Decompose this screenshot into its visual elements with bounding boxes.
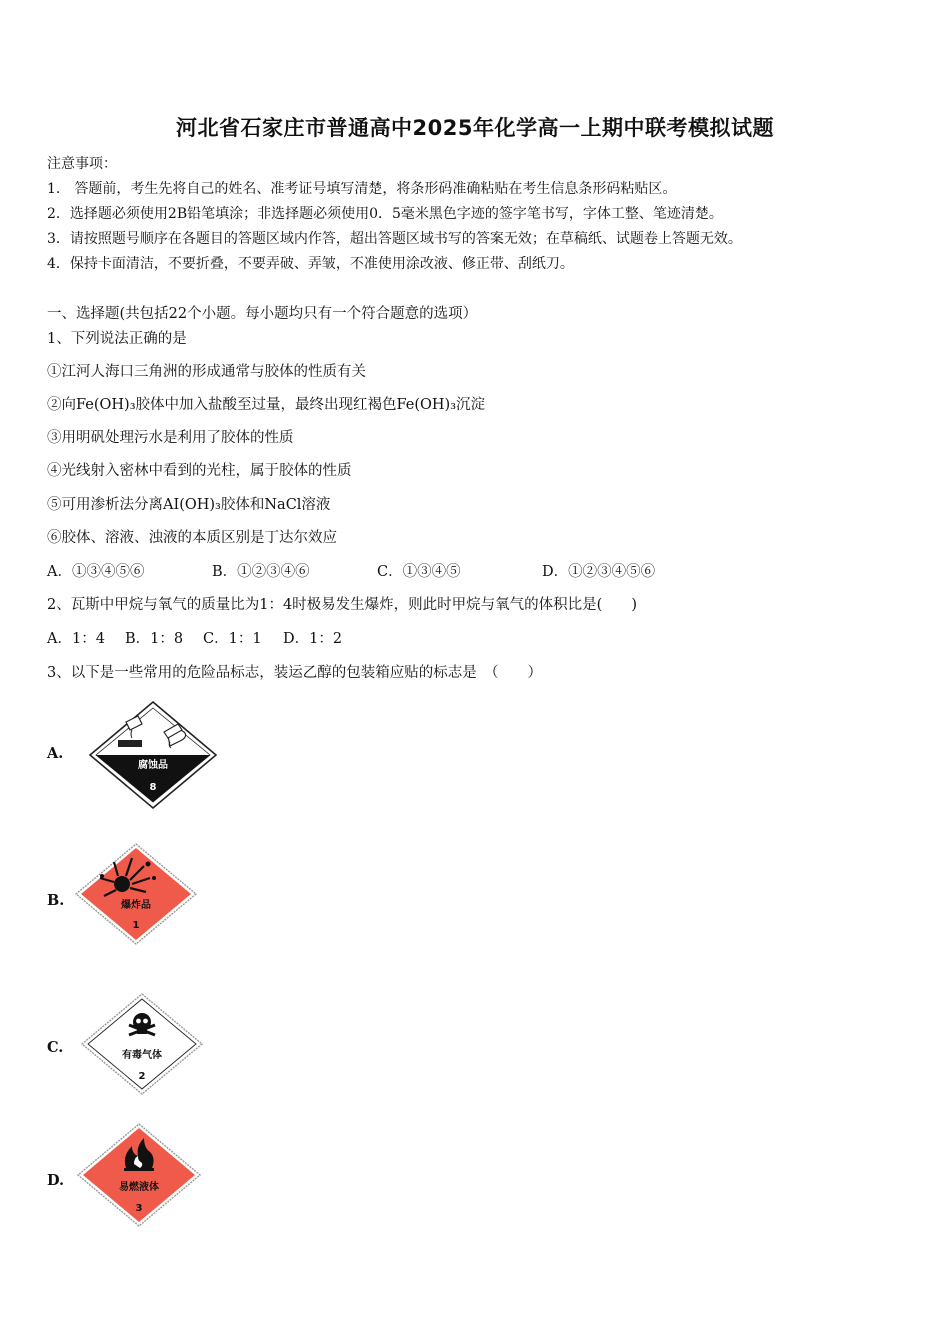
explosive-sign[interactable] xyxy=(74,842,198,946)
q1-statement: ②向Fe(OH)₃胶体中加入盐酸至过量，最终出现红褐色Fe(OH)₃沉淀 xyxy=(47,397,486,413)
q2-option-d[interactable]: D．1：2 xyxy=(283,631,343,647)
sign-number: 2 xyxy=(138,1071,146,1082)
notice-heading: 注意事项： xyxy=(47,156,117,172)
notice-item: 2．选择题必须使用2B铅笔填涂；非选择题必须使用0．5毫米黑色字迹的签字笔书写，字体工整、笔迹清楚。 xyxy=(47,206,723,222)
q3-option-c-label[interactable]: C. xyxy=(47,1039,64,1056)
notice-item: 4．保持卡面清洁，不要折叠，不要弄破、弄皱，不准使用涂改液、修正带、刮纸刀。 xyxy=(47,256,574,272)
sign-number: 8 xyxy=(149,782,157,793)
q1-option-d[interactable]: D．①②③④⑤⑥ xyxy=(542,564,656,580)
sign-text: 易燃液体 xyxy=(119,1182,159,1193)
q1-option-b[interactable]: B．①②③④⑥ xyxy=(212,564,310,580)
page-title: 河北省石家庄市普通高中2025年化学高一上期中联考模拟试题 xyxy=(176,116,774,140)
q3-option-a-label[interactable]: A. xyxy=(47,745,64,762)
q2-options xyxy=(47,627,342,648)
section-heading: 一、选择题(共包括22个小题。每小题均只有一个符合题意的选项） xyxy=(47,306,478,322)
toxic-gas-sign[interactable] xyxy=(80,992,204,1096)
q1-statement: ⑥胶体、溶液、浊液的本质区别是丁达尔效应 xyxy=(47,530,337,546)
q2-option-a[interactable]: A．1：4 xyxy=(47,631,105,647)
question-3-stem: 3、以下是一些常用的危险品标志，装运乙醇的包装箱应贴的标志是 （ ） xyxy=(47,665,542,681)
sign-number: 1 xyxy=(132,920,140,931)
q2-option-b[interactable]: B．1：8 xyxy=(125,631,184,647)
q1-statement: ①江河人海口三角洲的形成通常与胶体的性质有关 xyxy=(47,364,366,380)
sign-text: 爆炸品 xyxy=(121,900,151,911)
q3-option-b-label[interactable]: B. xyxy=(47,892,65,909)
sign-text: 有毒气体 xyxy=(122,1050,162,1061)
sign-number: 3 xyxy=(135,1203,143,1214)
sign-text: 腐蚀品 xyxy=(138,760,168,771)
q2-option-c[interactable]: C．1：1 xyxy=(203,631,262,647)
q1-options xyxy=(47,560,655,581)
notice-item: 1. 答题前，考生先将自己的姓名、准考证号填写清楚，将条形码准确粘贴在考生信息条形码粘贴区。 xyxy=(47,181,677,197)
q3-option-d-label[interactable]: D. xyxy=(47,1172,65,1189)
q1-option-c[interactable]: C．①③④⑤ xyxy=(377,564,461,580)
notice-item: 3．请按照题号顺序在各题目的答题区域内作答，超出答题区域书写的答案无效；在草稿纸、试题卷上答题无效。 xyxy=(47,231,742,247)
question-1-stem: 1、下列说法正确的是 xyxy=(47,331,187,347)
corrosive-sign[interactable] xyxy=(88,700,218,810)
q1-option-a[interactable]: A．①③④⑤⑥ xyxy=(47,564,145,580)
q1-statement: ⑤可用渗析法分离AI(OH)₃胶体和NaCl溶液 xyxy=(47,497,331,513)
question-2-stem: 2、瓦斯中甲烷与氧气的质量比为1：4时极易发生爆炸，则此时甲烷与氧气的体积比是( ) xyxy=(47,597,637,613)
q1-statement: ④光线射入密林中看到的光柱，属于胶体的性质 xyxy=(47,463,352,479)
flammable-liquid-sign[interactable] xyxy=(76,1122,202,1228)
q1-statement: ③用明矾处理污水是利用了胶体的性质 xyxy=(47,430,294,446)
